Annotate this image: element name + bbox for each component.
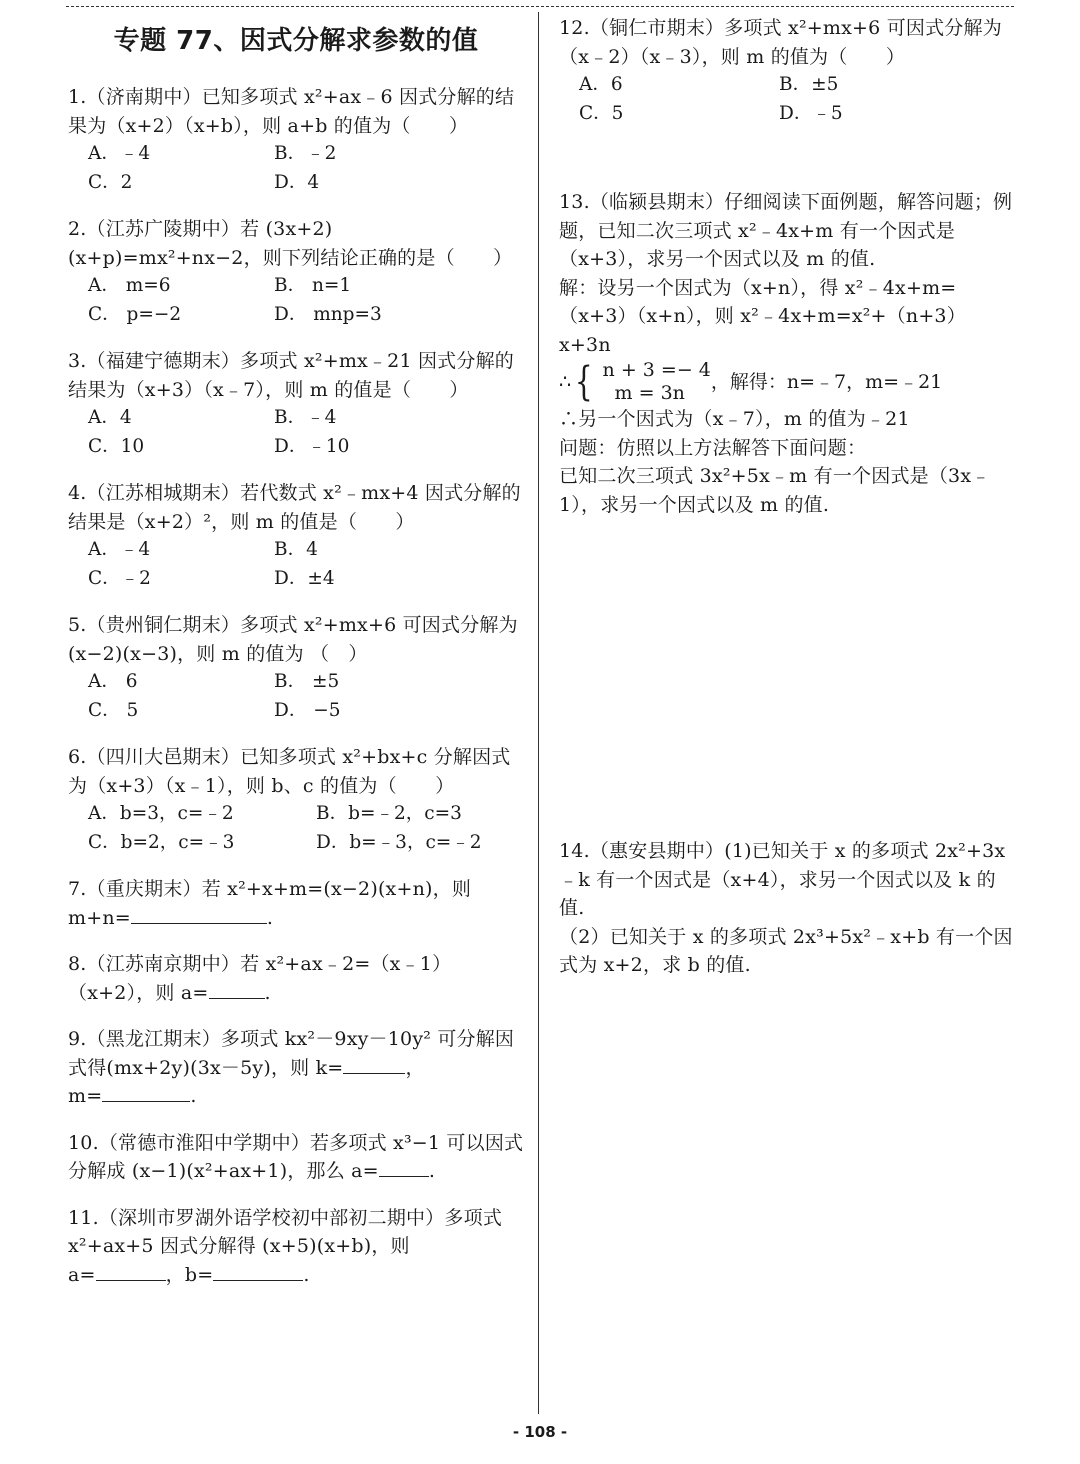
question-part-1: 14.（惠安县期中）(1)已知关于 x 的多项式 2x²+3x﹣k 有一个因式是（x+4），求另一个因式以及 k 的值. — [559, 840, 1006, 919]
column-divider — [538, 12, 539, 1414]
system-line-1: n + 3 =− 4 — [602, 359, 711, 381]
problem-label: 问题：仿照以上方法解答下面问题： — [559, 436, 867, 459]
question-9 — [68, 1025, 524, 1111]
option-d: D． mnp=3 — [274, 303, 382, 325]
question-stem: 4.（江苏相城期末）若代数式 x²﹣mx+4 因式分解的结果是（x+2）²，则 m 的值是（ ） — [68, 482, 521, 533]
option-c: C．5 — [579, 102, 624, 124]
question-stem: 10.（常德市淮阳中学期中）若多项式 x³−1 可以因式分解成 (x−1)(x²+ax+1)，那么 a= — [68, 1131, 524, 1182]
question-7 — [68, 875, 524, 932]
option-a: A．b=3，c=﹣2 — [88, 803, 234, 824]
question-stem-cont: a= — [68, 1263, 96, 1286]
question-end: . — [428, 1160, 436, 1182]
solve-text: ，解得：n=﹣7，m=﹣21 — [710, 370, 943, 393]
question-stem: 8.（江苏南京期中）若 x²+ax﹣2=（x﹣1）（x+2），则 a= — [68, 953, 452, 1004]
option-d: D．b=﹣3，c=﹣2 — [316, 831, 482, 853]
question-stem: 7.（重庆期末）若 x²+x+m=(x−2)(x+n)，则 — [68, 878, 472, 900]
option-b: B． ±5 — [274, 671, 340, 692]
option-d: D． −5 — [274, 699, 341, 721]
question-stem: 6.（四川大邑期末）已知多项式 x²+bx+c 分解因式为（x+3）（x﹣1），则 b、c 的值为（ ） — [68, 746, 511, 797]
question-intro: 13.（临颍县期末）仔细阅读下面例题，解答问题；例题，已知二次三项式 x²﹣4x+m 有一个因式是（x+3），求另一个因式以及 m 的值. — [559, 191, 1013, 270]
option-b: B．﹣2 — [274, 143, 337, 164]
option-c: C．2 — [88, 171, 133, 193]
question-10 — [68, 1129, 524, 1186]
left-brace-icon: { — [574, 359, 593, 405]
answer-blank-m[interactable] — [102, 1083, 190, 1102]
right-column — [559, 14, 1017, 998]
question-5 — [68, 611, 524, 725]
answer-blank-k[interactable] — [343, 1055, 405, 1074]
problem-text: 已知二次三项式 3x²+5x﹣m 有一个因式是（3x﹣1），求另一个因式以及 m 的值. — [559, 465, 991, 516]
question-end: . — [266, 906, 274, 929]
option-a: A．﹣4 — [88, 143, 151, 164]
question-3 — [68, 347, 524, 461]
question-6 — [68, 743, 524, 857]
option-b: B． n=1 — [274, 275, 352, 296]
question-stem: 2.（江苏广陵期中）若 (3x+2)(x+p)=mx²+nx−2，则下列结论正确的是（ ） — [68, 218, 513, 269]
therefore-symbol: ∴ — [559, 370, 572, 393]
answer-blank[interactable] — [379, 1158, 429, 1177]
question-end: . — [264, 981, 271, 1004]
option-c: C．b=2，c=﹣3 — [88, 831, 235, 853]
question-mid: ，b= — [165, 1263, 214, 1286]
option-c: C． 5 — [88, 699, 139, 721]
question-stem: 11.（深圳市罗湖外语学校初中部初二期中）多项式 x²+ax+5 因式分解得 (x+5)(x+b)，则 — [68, 1206, 503, 1257]
question-1 — [68, 83, 524, 197]
question-end: . — [190, 1085, 197, 1107]
question-stem: 1.（济南期中）已知多项式 x²+ax﹣6 因式分解的结果为（x+2）（x+b），则 a+b 的值为（ ） — [68, 86, 515, 137]
left-column — [68, 14, 524, 1307]
question-14 — [559, 837, 1017, 980]
option-b: B．﹣4 — [274, 407, 337, 428]
question-stem: 9.（黑龙江期末）多项式 kx²－9xy－10y² 可分解因式得(mx+2y)(3x－5y)，则 k= — [68, 1028, 515, 1079]
page-title: 专题 77、因式分解求参数的值 — [113, 26, 479, 56]
option-b: B．b=﹣2，c=3 — [316, 803, 462, 824]
conclusion-text: ∴另一个因式为（x﹣7），m 的值为﹣21 — [559, 408, 910, 430]
option-b: B．4 — [274, 539, 318, 560]
option-a: A． 6 — [88, 671, 138, 692]
question-mid: ， — [405, 1056, 425, 1079]
answer-blank[interactable] — [209, 980, 265, 999]
option-d: D．﹣5 — [779, 102, 843, 124]
answer-blank-b[interactable] — [213, 1262, 303, 1281]
option-a: A． m=6 — [88, 275, 171, 296]
option-c: C．10 — [88, 435, 145, 457]
top-dashed-rule — [66, 6, 1014, 7]
question-2 — [68, 215, 524, 329]
question-11 — [68, 1204, 524, 1290]
option-a: A．6 — [579, 74, 623, 95]
question-stem-cont: m= — [68, 1085, 103, 1107]
answer-blank-a[interactable] — [96, 1262, 166, 1281]
question-stem: 12.（铜仁市期末）多项式 x²+mx+6 可因式分解为（x﹣2）（x﹣3），则 m 的值为（ ） — [559, 17, 1002, 68]
question-stem: 3.（福建宁德期末）多项式 x²+mx﹣21 因式分解的结果为（x+3）（x﹣7），则 m 的值是（ ） — [68, 350, 514, 401]
question-4 — [68, 479, 524, 593]
question-stem: 5.（贵州铜仁期末）多项式 x²+mx+6 可因式分解为 (x−2)(x−3)，则 m 的值为 （ ） — [68, 614, 518, 665]
question-12 — [559, 14, 1017, 128]
question-8 — [68, 950, 524, 1007]
option-c: C． p=−2 — [88, 303, 182, 325]
question-13 — [559, 188, 1017, 519]
option-a: A．﹣4 — [88, 539, 151, 560]
question-end: . — [303, 1263, 310, 1286]
option-a: A．4 — [88, 407, 132, 428]
option-b: B．±5 — [779, 74, 839, 95]
equation-system — [559, 359, 1017, 405]
solution-text: 解：设另一个因式为（x+n），得 x²﹣4x+m=（x+3）（x+n），则 x²﹣4x+m=x²+（n+3）x+3n — [559, 276, 966, 356]
option-d: D．﹣10 — [274, 435, 350, 457]
option-d: D．4 — [274, 171, 320, 193]
answer-blank[interactable] — [131, 905, 267, 924]
option-c: C．﹣2 — [88, 567, 151, 589]
page-number: - 108 - — [512, 1423, 568, 1441]
option-d: D．±4 — [274, 567, 335, 589]
question-stem-cont: m+n= — [68, 906, 131, 929]
system-line-2: m = 3n — [614, 382, 685, 404]
question-part-2: （2）已知关于 x 的多项式 2x³+5x²﹣x+b 有一个因式为 x+2，求 b 的值. — [559, 925, 1013, 976]
